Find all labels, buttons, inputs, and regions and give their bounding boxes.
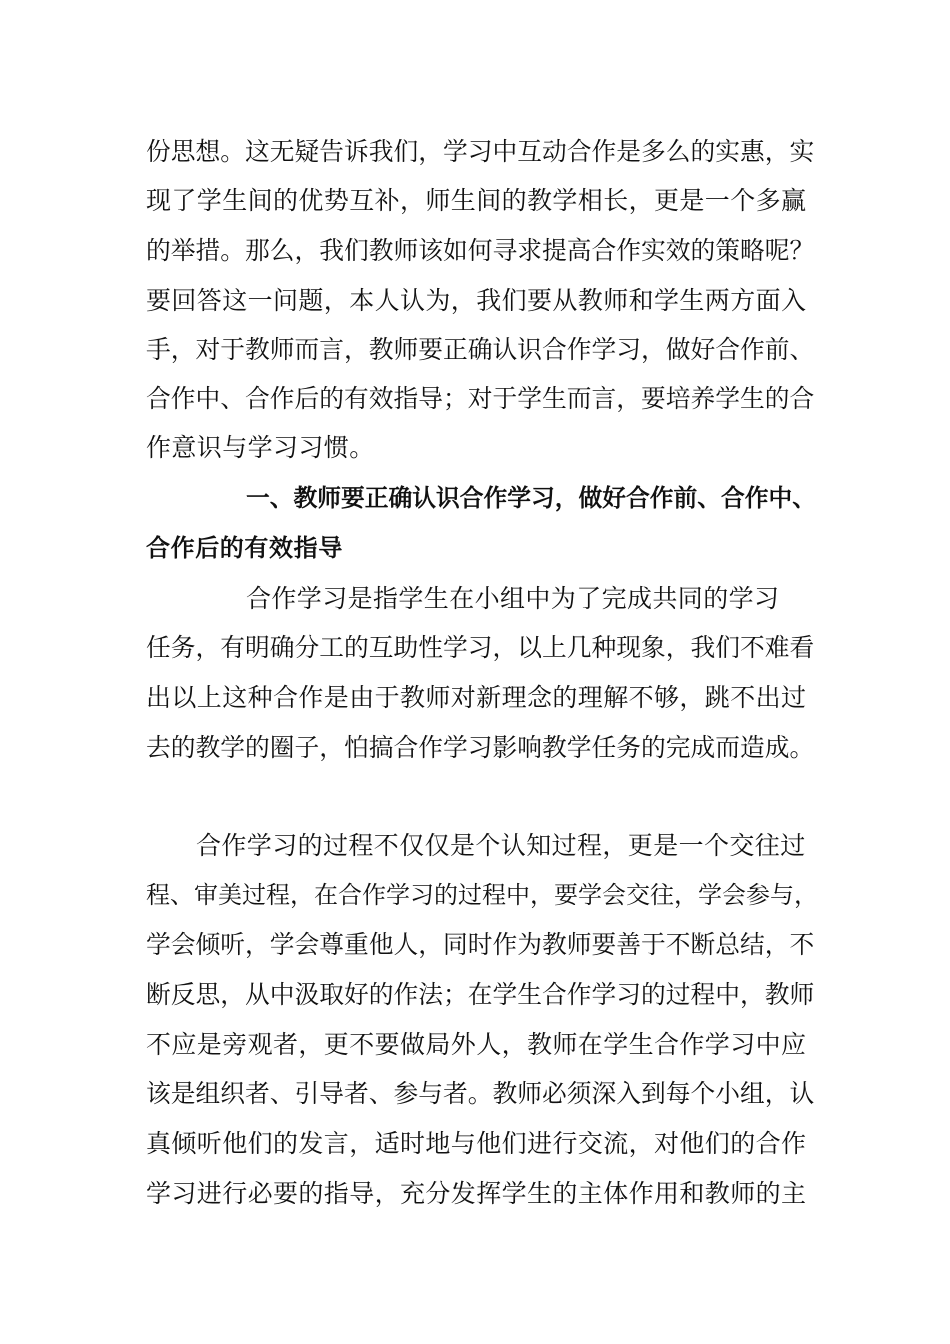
text-line: 该是组织者、引导者、参与者。教师必须深入到每个小组，认 <box>146 1079 815 1108</box>
section-heading: 一、教师要正确认识合作学习，做好合作前、合作中、 <box>246 484 817 512</box>
text-line: 真倾听他们的发言，适时地与他们进行交流，对他们的合作 <box>146 1129 807 1158</box>
text-line: 要回答这一问题，本人认为，我们要从教师和学生两方面入 <box>146 286 807 315</box>
text-line: 的举措。那么，我们教师该如何寻求提高合作实效的策略呢？ <box>146 236 815 265</box>
section-heading: 合作后的有效指导 <box>146 534 343 562</box>
text-line: 合作中、合作后的有效指导；对于学生而言，要培养学生的合 <box>146 384 815 413</box>
text-line: 手，对于教师而言，教师要正确认识合作学习，做好合作前、 <box>146 335 815 364</box>
text-line: 任务，有明确分工的互助性学习，以上几种现象，我们不难看 <box>146 633 815 662</box>
text-line: 不应是旁观者，更不要做局外人，教师在学生合作学习中应 <box>146 1030 807 1059</box>
text-line: 出以上这种合作是由于教师对新理念的理解不够，跳不出过 <box>146 683 807 712</box>
text-line: 断反思，从中汲取好的作法；在学生合作学习的过程中，教师 <box>146 980 815 1009</box>
text-line: 去的教学的圈子，怕搞合作学习影响教学任务的完成而造成。 <box>146 733 815 762</box>
text-line: 合作学习是指学生在小组中为了完成共同的学习 <box>246 584 780 613</box>
text-line: 程、审美过程，在合作学习的过程中，要学会交往，学会参与， <box>146 881 818 909</box>
text-line: 学习进行必要的指导，充分发挥学生的主体作用和教师的主 <box>146 1179 807 1208</box>
text-line: 作意识与学习习惯。 <box>146 433 375 462</box>
text-line: 份思想。这无疑告诉我们，学习中互动合作是多么的实惠，实 <box>146 137 815 166</box>
text-line: 现了学生间的优势互补，师生间的教学相长，更是一个多赢 <box>146 186 807 215</box>
text-line: 合作学习的过程不仅仅是个认知过程，更是一个交往过 <box>196 831 806 860</box>
text-line: 学会倾听，学会尊重他人，同时作为教师要善于不断总结，不 <box>146 930 815 959</box>
